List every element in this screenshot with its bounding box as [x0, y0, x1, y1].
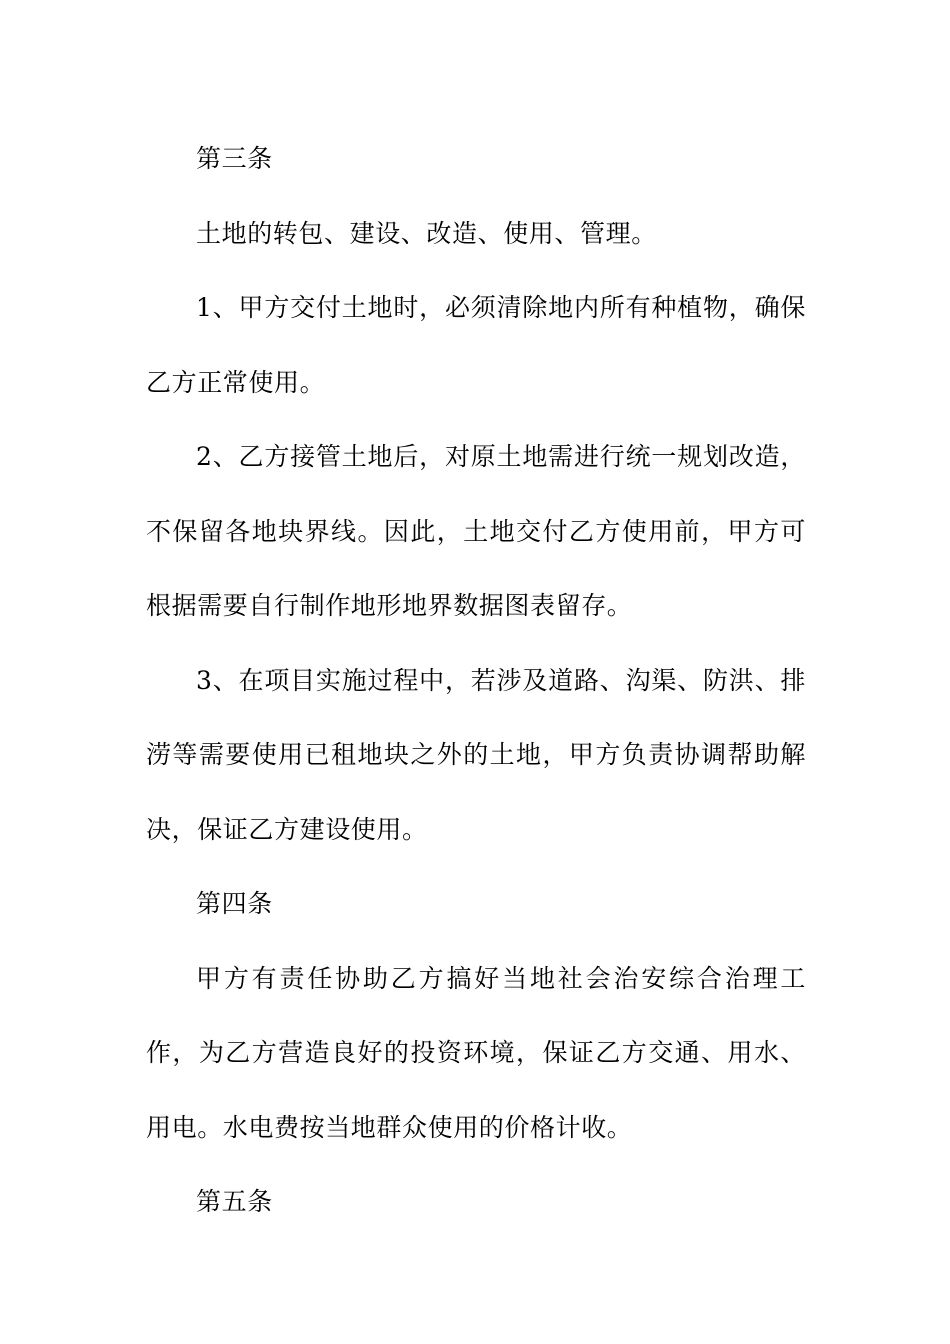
- clause-1-land-delivery: 1、甲方交付土地时，必须清除地内所有种植物，确保乙方正常使用。: [146, 293, 806, 397]
- article-heading-5: 第五条: [196, 1187, 273, 1216]
- article-heading-3: 第三条: [196, 144, 273, 173]
- clause-3-project-implementation: 3、在项目实施过程中，若涉及道路、沟渠、防洪、排涝等需要使用已租地块之外的土地，甲方负责协调帮助解决，保证乙方建设使用。: [146, 665, 806, 844]
- clause-2-land-planning: 2、乙方接管土地后，对原土地需进行统一规划改造，不保留各地块界线。因此，土地交付乙方使用前，甲方可根据需要自行制作地形地界数据图表留存。: [146, 442, 806, 620]
- document-body: [146, 122, 806, 1240]
- paragraph-land-management-intro: 土地的转包、建设、改造、使用、管理。: [196, 218, 657, 248]
- paragraph-investment-environment: 甲方有责任协助乙方搞好当地社会治安综合治理工作，为乙方营造良好的投资环境，保证乙方交通、用水、用电。水电费按当地群众使用的价格计收。: [146, 963, 806, 1142]
- article-heading-4: 第四条: [196, 889, 273, 918]
